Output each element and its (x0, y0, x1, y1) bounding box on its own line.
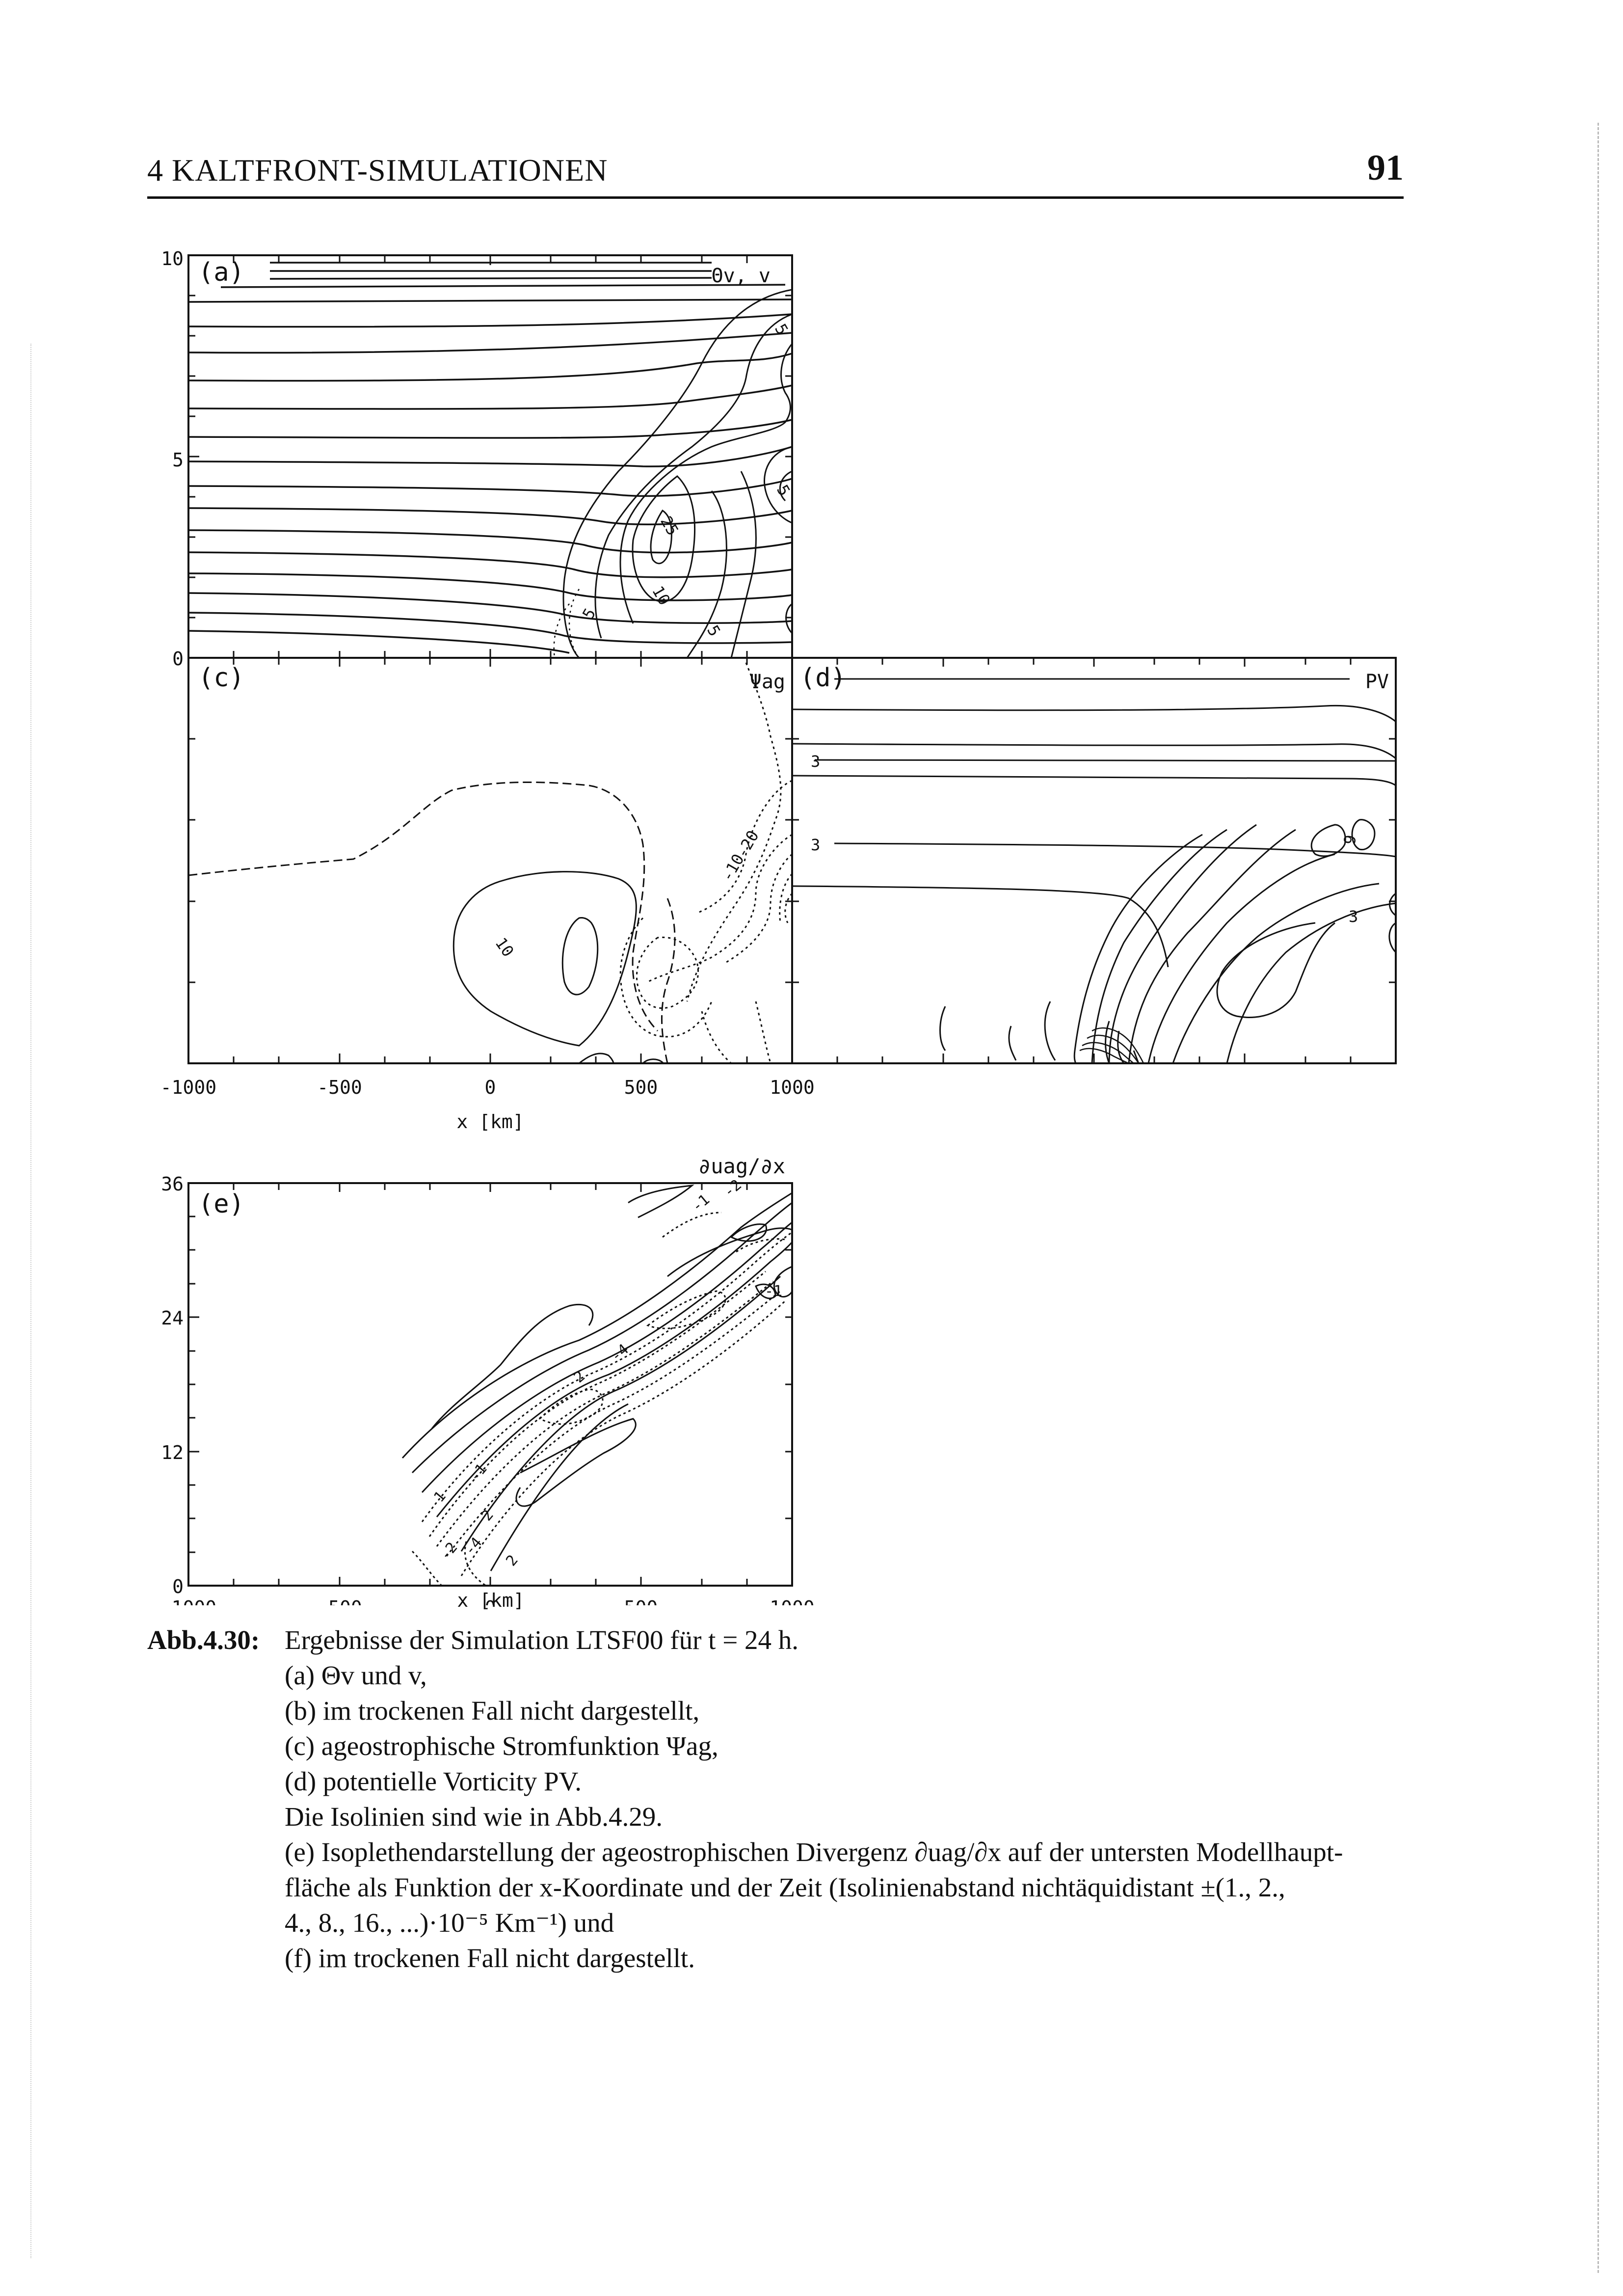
caption-line-3: (b) im trockenen Fall nicht dargestellt, (285, 1696, 700, 1726)
panel-a-clabel-5: 5 (703, 622, 724, 640)
xtick-0: 0 (484, 1077, 496, 1098)
caption-line-1: Ergebnisse der Simulation LTSF00 für t = 24 h. (285, 1625, 798, 1655)
caption-line-9: 4., 8., 16., ...)·10⁻⁵ Km⁻¹) und (285, 1908, 614, 1938)
caption-line-7: (e) Isoplethendarstellung der ageostrophischen Divergenz ∂uag/∂x auf der untersten Modellhaupt- (285, 1837, 1343, 1867)
caption-line-5: (d) potentielle Vorticity PV. (285, 1766, 582, 1796)
panel-e-xlabel: x [km] (457, 1590, 525, 1611)
panel-a-ticks (188, 255, 792, 658)
panel-c-clabel-2: -10 (718, 850, 748, 885)
caption-line-8: fläche als Funktion der x-Koordinate und der Zeit (Isolinienabstand nichtäquidistant ±(1., 2., (285, 1872, 1285, 1902)
xtick-minus-500: -500 (317, 1077, 362, 1098)
panel-e-clabel-9: -2 (436, 1539, 461, 1564)
panel-e-ytick-36: 36 (161, 1173, 184, 1195)
panel-a-variable: Θv, v (711, 265, 771, 287)
panel-e-label: (e) (198, 1189, 244, 1219)
panel-e-ytick-0: 0 (172, 1576, 184, 1597)
panel-e-clabel-11: 2 (503, 1551, 522, 1570)
panel-c (188, 658, 792, 1063)
panel-e-xtick-500 (624, 1597, 658, 1605)
panel-d-clabel-4: 9 (1340, 833, 1360, 846)
panel-a-ytick-5: 5 (172, 449, 184, 471)
panel-d-clabel-2: 3 (811, 836, 821, 854)
panel-a-clabel-2: 5 (773, 482, 794, 499)
panel-d-ticks (792, 658, 1396, 1063)
xtick-500: 500 (624, 1077, 658, 1098)
panel-d-clabel-1: 3 (811, 752, 821, 771)
panel-c-dashed-contours (188, 782, 675, 1063)
xtick-1000: 1000 (770, 1077, 815, 1098)
panel-e-clabel-10: -4 (461, 1534, 486, 1559)
panel-e-variable: ∂uag/∂x (698, 1154, 785, 1178)
caption-line-6: Die Isolinien sind wie in Abb.4.29. (285, 1802, 663, 1832)
caption-line-4: (c) ageostrophische Stromfunktion Ψag, (285, 1731, 718, 1761)
panel-e-ytick-24: 24 (161, 1307, 184, 1329)
page-header (147, 147, 1404, 201)
caption-body (285, 1622, 1413, 1976)
xtick-minus-1000: -1000 (160, 1077, 217, 1098)
panel-d (792, 658, 1396, 1063)
panel-c-frame (188, 658, 792, 1063)
panel-c-solid-contours (453, 872, 664, 1063)
panel-e (147, 1154, 792, 1597)
panel-e-contour-labels (430, 1176, 782, 1569)
header-rule (147, 196, 1404, 199)
panel-a-label: (a) (198, 258, 244, 287)
caption-line-2: (a) Θv und v, (285, 1660, 427, 1690)
panel-a-ytick-0: 0 (172, 648, 184, 670)
panel-e-clabel-2: -2 (720, 1176, 745, 1201)
chapter-title: 4 KALTFRONT-SIMULATIONEN (147, 153, 608, 188)
panel-e-clabel-4: 2 (570, 1367, 588, 1387)
panel-e-clabel-1: -1 (688, 1191, 713, 1216)
figure-4-30 (147, 216, 1443, 1608)
panel-e-solid-contours (402, 1186, 792, 1571)
figure-svg (147, 216, 1443, 1605)
panel-a-clabel-6: 5 (579, 605, 600, 622)
panel-e-clabel-5: -4 (607, 1341, 632, 1366)
panel-c-dotted-contours (620, 663, 792, 1063)
panel-d-label: (d) (800, 663, 846, 693)
scan-margin-left (30, 344, 31, 2258)
panel-c-variable: Ψag (749, 671, 785, 693)
panel-c-ticks (188, 658, 792, 1063)
panels-cd-xaxis (160, 1077, 815, 1133)
scan-margin-right (1597, 123, 1599, 2273)
panel-a-clabel-4: 10 (648, 583, 674, 609)
panel-c-clabel-3: -20 (732, 827, 763, 861)
panel-d-clabel-3: 3 (1349, 907, 1358, 926)
page-number: 91 (1367, 148, 1404, 188)
caption-label: Abb.4.30: (147, 1625, 260, 1655)
caption-line-10: (f) im trockenen Fall nicht dargestellt. (285, 1943, 695, 1973)
panel-a-theta-contours (188, 263, 792, 653)
panel-e-ytick-12: 12 (161, 1442, 184, 1463)
panel-d-frame (792, 658, 1396, 1063)
panel-a-ytick-10: 10 (161, 248, 184, 270)
panel-c-label: (c) (198, 663, 244, 693)
panel-a-clabel-1: 5 (771, 321, 792, 338)
xlabel: x [km] (456, 1111, 524, 1133)
panel-e-clabel-6: 1 (430, 1487, 450, 1506)
panel-e-clabel-8: 2 (478, 1506, 497, 1525)
panel-a-clabel-3: 25 (657, 513, 683, 539)
panel-c-clabel-1: 10 (491, 934, 518, 961)
panel-d-variable: PV (1365, 671, 1389, 693)
panel-c-contour-labels (491, 827, 762, 960)
panel-e-xtick-minus-1000 (160, 1597, 216, 1605)
panel-a (147, 248, 794, 670)
panel-d-pv-contours (792, 679, 1396, 1063)
panel-a-dotted-contours (554, 589, 579, 658)
panel-e-xtick-minus-500 (317, 1597, 362, 1605)
panel-e-xtick-1000 (770, 1597, 815, 1605)
panel-e-clabel-3: -1 (765, 1283, 783, 1300)
panel-a-frame (188, 255, 792, 658)
panel-e-clabel-7: -1 (466, 1460, 491, 1486)
